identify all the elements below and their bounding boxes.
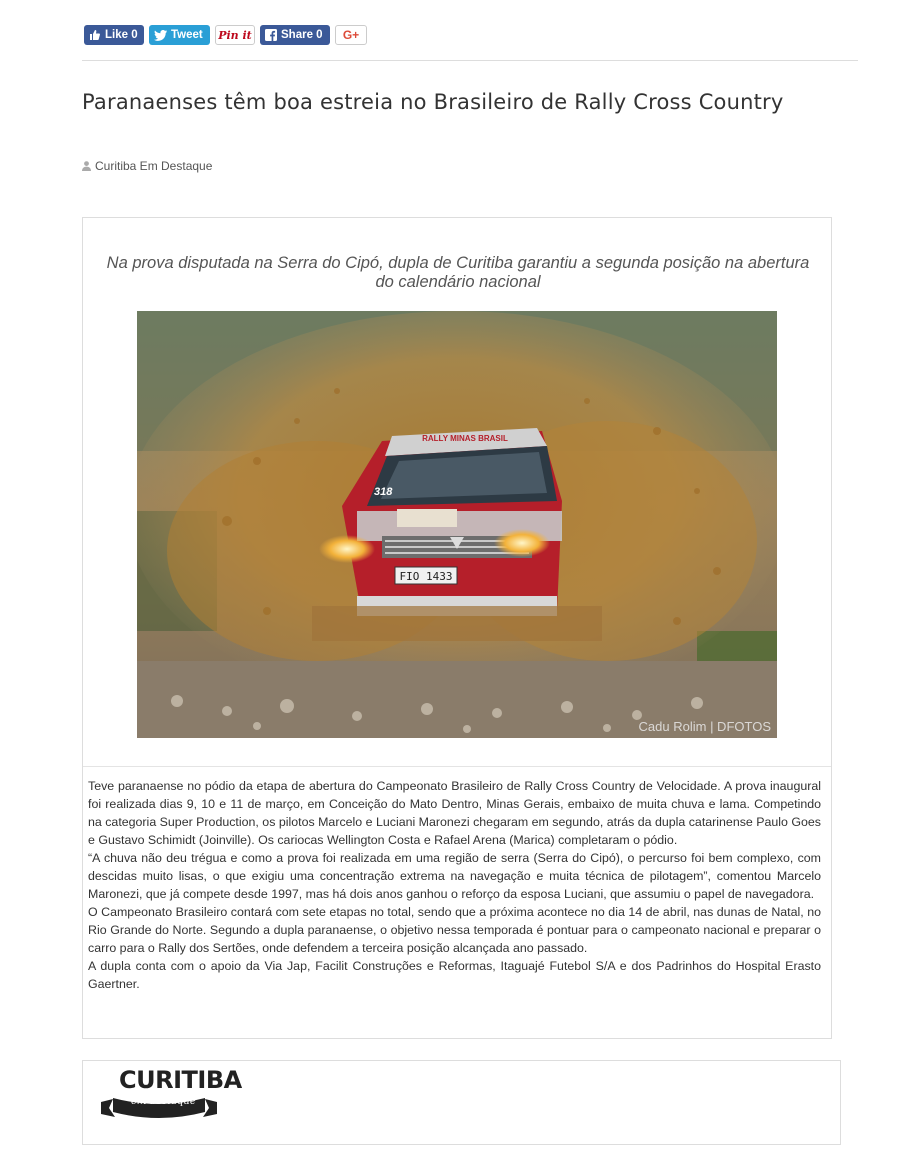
- article-subtitle: Na prova disputada na Serra do Cipó, dupla de Curitiba garantiu a segunda posição na abertura do calendário nacional: [106, 254, 810, 291]
- curitiba-em-destaque-logo[interactable]: [101, 1066, 242, 1122]
- car-number-text: 318: [374, 486, 393, 498]
- like-label: Like: [105, 29, 129, 41]
- paragraph: O Campeonato Brasileiro contará com sete etapas no total, sendo que a próxima acontece no dia 14 de abril, nas dunas de Natal, no Rio Grande do Norte. Segundo a dupla paranaense, o objetivo nessa temporada é pontuar para o campeonato nacional e preparar o carro para o Rally dos Sertões, onde defendem a terceira posição alcançada ano passado.: [88, 905, 821, 955]
- paragraph: “A chuva não deu trégua e como a prova foi realizada em uma região de serra (Serra do Cipó), o percurso foi bem complexo, com descidas muito lisas, o que exigiu uma concentração extrema na navegação e muita técnica de pilotagem”, comentou Marcelo Maronezi, que já compete desde 1997, mas há dois anos ganhou o reforço da esposa Luciani, que assumiu o papel de navegadora.: [88, 851, 821, 901]
- article-title: Paranaenses têm boa estreia no Brasileiro de Rally Cross Country: [82, 90, 784, 114]
- share-label: Share: [281, 29, 313, 41]
- tweet-button[interactable]: [149, 25, 210, 45]
- car-banner-text: RALLY MINAS BRASIL: [422, 434, 508, 443]
- share-count: 0: [316, 29, 323, 41]
- article-author[interactable]: [82, 159, 212, 173]
- author-name: Curitiba Em Destaque: [95, 159, 213, 173]
- paragraph: A dupla conta com o apoio da Via Jap, Facilit Construções e Reformas, Itaguajé Futebol S/A e dos Padrinhos do Hospital Erasto Gaertner.: [88, 959, 821, 991]
- license-plate-text: FIO 1433: [399, 570, 453, 583]
- social-share-bar: [84, 25, 367, 45]
- header-divider: [82, 60, 858, 61]
- article-photo: [137, 311, 777, 738]
- logo-sub-text: em destaque: [131, 1096, 196, 1107]
- article-body: [88, 777, 821, 993]
- thumbs-up-icon: [89, 29, 101, 41]
- logo-main-text: CURITIBA: [119, 1066, 242, 1094]
- rally-car-image: [137, 311, 777, 738]
- pin-label: Pin it: [218, 28, 252, 42]
- facebook-like-button[interactable]: [84, 25, 144, 45]
- facebook-share-button[interactable]: [260, 25, 330, 45]
- user-icon: [82, 161, 91, 171]
- like-count: 0: [131, 29, 138, 41]
- paragraph: Teve paranaense no pódio da etapa de abertura do Campeonato Brasileiro de Rally Cross Country de Velocidade. A prova inaugural foi realizada dias 9, 10 e 11 de março, em Conceição do Mato Dentro, Minas Gerais, embaixo de muita chuva e lama. Competindo na categoria Super Production, os pilotos Marcelo e Luciani Maronezi chegaram em segundo, atrás da dupla catarinense Paulo Goes e Gustavo Schimidt (Joinville). Os cariocas Wellington Costa e Rafael Arena (Marica) completaram o pódio.: [88, 779, 821, 847]
- content-divider: [83, 766, 831, 767]
- google-plus-button[interactable]: [335, 25, 367, 45]
- pinterest-button[interactable]: [215, 25, 255, 45]
- twitter-bird-icon: [154, 30, 167, 41]
- photo-credit: Cadu Rolim | DFOTOS: [638, 719, 771, 734]
- gplus-label: G+: [342, 28, 360, 42]
- facebook-icon: [265, 29, 277, 41]
- tweet-label: Tweet: [171, 29, 203, 41]
